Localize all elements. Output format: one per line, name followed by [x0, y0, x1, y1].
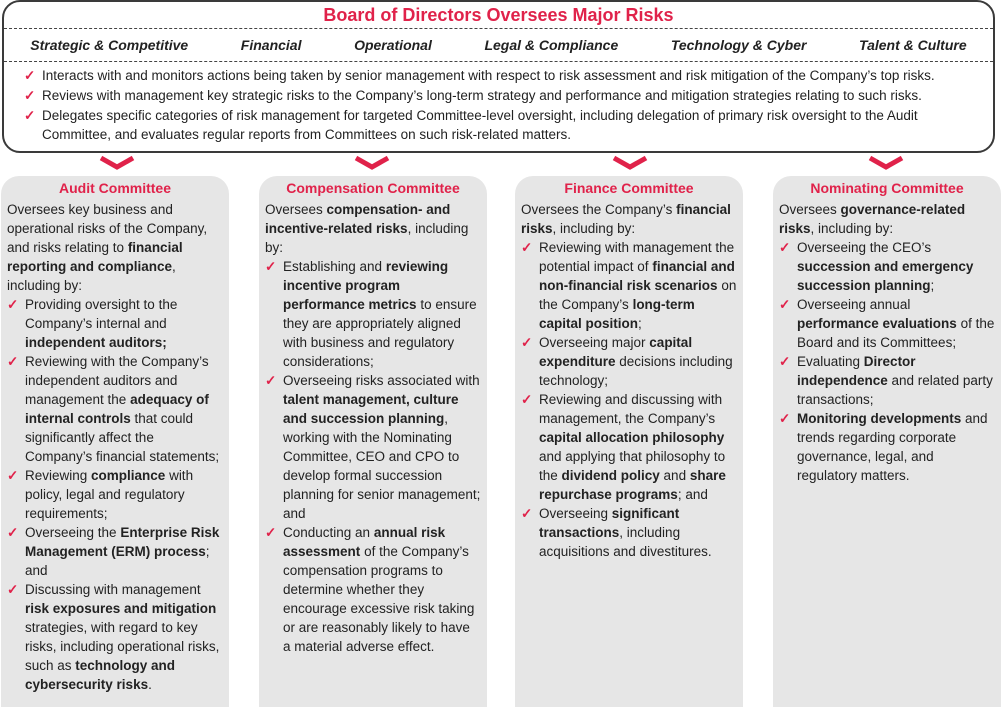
emphasis-text: risk exposures and mitigation — [25, 601, 217, 616]
body-text: Overseeing annual — [797, 297, 911, 312]
body-text: Overseeing risks associated with — [283, 373, 480, 388]
board-bullet — [24, 66, 981, 85]
chevron-down-icon — [97, 155, 137, 171]
body-text: Oversees — [779, 202, 841, 217]
body-text: , working with the Nominating Committee, CEO and CPO to develop formal succession planning for senior management; and — [283, 411, 481, 521]
body-text: Discussing with management — [25, 582, 201, 597]
board-bullet-text: Delegates specific categories of risk management for targeted Committee-level oversight, including delegation of primary risk oversight to the Audit Committee, and evaluates regular reports from Committees on such risk-related matters. — [42, 108, 918, 142]
body-text: on the Company’s — [539, 278, 737, 312]
body-text: Overseeing — [539, 506, 612, 521]
check-icon: ✓ — [7, 582, 19, 597]
body-text: and related party transactions; — [797, 373, 993, 407]
body-text: Oversees key business and operational risks of the Company, and risks relating to — [7, 202, 208, 255]
board-bullet — [24, 86, 981, 105]
committee-item-list — [265, 257, 481, 656]
emphasis-text: technology and cybersecurity risks — [25, 658, 176, 692]
check-icon: ✓ — [521, 506, 533, 521]
check-icon: ✓ — [521, 392, 533, 407]
body-text: Evaluating — [797, 354, 864, 369]
body-text: strategies, with regard to key risks, including operational risks, such as — [25, 620, 220, 673]
committee-item-list — [779, 238, 995, 485]
body-text: Reviewing and discussing with management, the Company’s — [539, 392, 723, 426]
emphasis-text: compliance — [91, 468, 166, 483]
body-text: Overseeing the — [25, 525, 121, 540]
body-text: and applying that philosophy to the — [539, 449, 726, 483]
body-text: Reviewing — [25, 468, 92, 483]
list-item — [779, 352, 995, 409]
committee-title: Finance Committee — [564, 180, 694, 196]
body-text: , including by: — [810, 221, 894, 236]
board-bullet-list — [24, 66, 981, 145]
body-text: and — [659, 468, 690, 483]
check-icon: ✓ — [521, 240, 533, 255]
body-text: Conducting an — [283, 525, 374, 540]
emphasis-text: capital expenditure — [539, 335, 693, 369]
category-talent: Talent & Culture — [859, 37, 967, 53]
emphasis-text: compensation- and incentive-related risks — [265, 202, 451, 236]
body-text: of the Company’s compensation programs to determine whether they encourage excessive risk taking or are reasonably likely to have a material adverse effect. — [283, 544, 475, 654]
category-strategic: Strategic & Competitive — [30, 37, 189, 53]
list-item — [7, 580, 223, 694]
list-item — [779, 295, 995, 352]
committee-title: Nominating Committee — [810, 180, 964, 196]
list-item — [779, 238, 995, 295]
board-title: Board of Directors Oversees Major Risks — [323, 5, 674, 25]
emphasis-text: financial reporting and compliance — [7, 240, 183, 274]
emphasis-text: dividend policy — [561, 468, 660, 483]
board-box — [2, 0, 995, 153]
list-item — [521, 333, 737, 390]
body-text: Reviewing with the Company’s independent auditors and management the — [25, 354, 209, 407]
check-icon: ✓ — [24, 68, 36, 83]
committee-intro — [7, 200, 223, 295]
list-item — [7, 523, 223, 580]
body-text: , including by: — [7, 259, 176, 293]
check-icon: ✓ — [779, 297, 791, 312]
emphasis-text: Enterprise Risk Management (ERM) process — [25, 525, 220, 559]
body-text: with policy, legal and regulatory requirements; — [25, 468, 194, 521]
emphasis-text: share repurchase programs — [539, 468, 726, 502]
body-text: ; — [638, 316, 642, 331]
body-text: Providing oversight to the Company’s internal and — [25, 297, 178, 331]
category-legal: Legal & Compliance — [484, 37, 619, 53]
committee-intro — [521, 200, 737, 238]
body-text: ; and — [25, 544, 210, 578]
body-text: Overseeing the CEO’s — [797, 240, 932, 255]
check-icon: ✓ — [24, 88, 36, 103]
emphasis-text: Director independence — [797, 354, 916, 388]
body-text: decisions including technology; — [539, 354, 733, 388]
emphasis-text: performance evaluations — [797, 316, 957, 331]
body-text: , including acquisitions and divestitures. — [539, 525, 712, 559]
body-text: , including by: — [552, 221, 636, 236]
check-icon: ✓ — [779, 411, 791, 426]
check-icon: ✓ — [24, 108, 36, 123]
emphasis-text: reviewing incentive program performance metrics — [283, 259, 449, 312]
check-icon: ✓ — [7, 525, 19, 540]
committee-audit — [1, 176, 229, 707]
body-text: Reviewing with management the potential impact of — [539, 240, 735, 274]
list-item — [265, 523, 481, 656]
emphasis-text: succession and emergency succession planning — [797, 259, 974, 293]
emphasis-text: adequacy of internal controls — [25, 392, 209, 426]
check-icon: ✓ — [7, 354, 19, 369]
emphasis-text: annual risk assessment — [283, 525, 446, 559]
list-item — [265, 371, 481, 523]
body-text: Oversees — [265, 202, 327, 217]
committee-title: Audit Committee — [59, 180, 171, 196]
list-item — [265, 257, 481, 371]
emphasis-text: significant transactions — [539, 506, 680, 540]
emphasis-text: long-term capital position — [539, 297, 695, 331]
check-icon: ✓ — [7, 297, 19, 312]
board-bullet-text: Interacts with and monitors actions being taken by senior management with respect to risk assessment and risk mitigation of the Company’s top risks. — [42, 68, 935, 83]
category-financial: Financial — [240, 37, 302, 53]
committee-item-list — [521, 238, 737, 561]
check-icon: ✓ — [265, 373, 277, 388]
body-text: and trends regarding corporate governance, legal, and regulatory matters. — [797, 411, 988, 483]
committee-item-list — [7, 295, 223, 694]
check-icon: ✓ — [265, 525, 277, 540]
check-icon: ✓ — [779, 354, 791, 369]
body-text: ; — [930, 278, 935, 293]
body-text: , including by: — [265, 221, 469, 255]
committee-nominating — [773, 176, 1001, 707]
emphasis-text: governance-related risks — [779, 202, 966, 236]
body-text: ; and — [677, 487, 708, 502]
committee-finance — [515, 176, 743, 707]
list-item — [521, 504, 737, 561]
body-text: Establishing and — [283, 259, 386, 274]
list-item — [7, 295, 223, 352]
chevron-down-icon — [866, 155, 906, 171]
body-text: . — [148, 677, 152, 692]
committee-intro — [779, 200, 995, 238]
board-bullet-text: Reviews with management key strategic risks to the Company’s long-term strategy and performance and mitigation strategies relating to such risks. — [42, 88, 922, 103]
chevron-down-icon — [610, 155, 650, 171]
check-icon: ✓ — [779, 240, 791, 255]
emphasis-text: independent auditors; — [25, 335, 167, 350]
body-text: of the Board and its Committees; — [797, 316, 995, 350]
category-operational: Operational — [354, 37, 432, 53]
risk-category-row — [4, 28, 993, 62]
list-item — [521, 390, 737, 504]
emphasis-text: capital allocation philosophy — [539, 430, 725, 445]
emphasis-text: Monitoring developments — [797, 411, 962, 426]
board-bullet — [24, 106, 981, 144]
body-text: Overseeing major — [539, 335, 650, 350]
list-item — [521, 238, 737, 333]
chevron-down-icon — [352, 155, 392, 171]
list-item — [7, 466, 223, 523]
category-technology: Technology & Cyber — [670, 37, 807, 53]
committee-compensation — [259, 176, 487, 707]
committee-title: Compensation Committee — [286, 180, 460, 196]
check-icon: ✓ — [7, 468, 19, 483]
emphasis-text: financial and non-financial risk scenarios — [539, 259, 735, 293]
body-text: Oversees the Company’s — [521, 202, 677, 217]
emphasis-text: financial risks — [521, 202, 731, 236]
committee-intro — [265, 200, 481, 257]
emphasis-text: talent management, culture and succession planning — [283, 392, 459, 426]
list-item — [779, 409, 995, 485]
check-icon: ✓ — [521, 335, 533, 350]
list-item — [7, 352, 223, 466]
body-text: that could significantly affect the Company’s financial statements; — [25, 411, 220, 464]
check-icon: ✓ — [265, 259, 277, 274]
body-text: to ensure they are appropriately aligned with business and regulatory considerations; — [283, 297, 477, 369]
